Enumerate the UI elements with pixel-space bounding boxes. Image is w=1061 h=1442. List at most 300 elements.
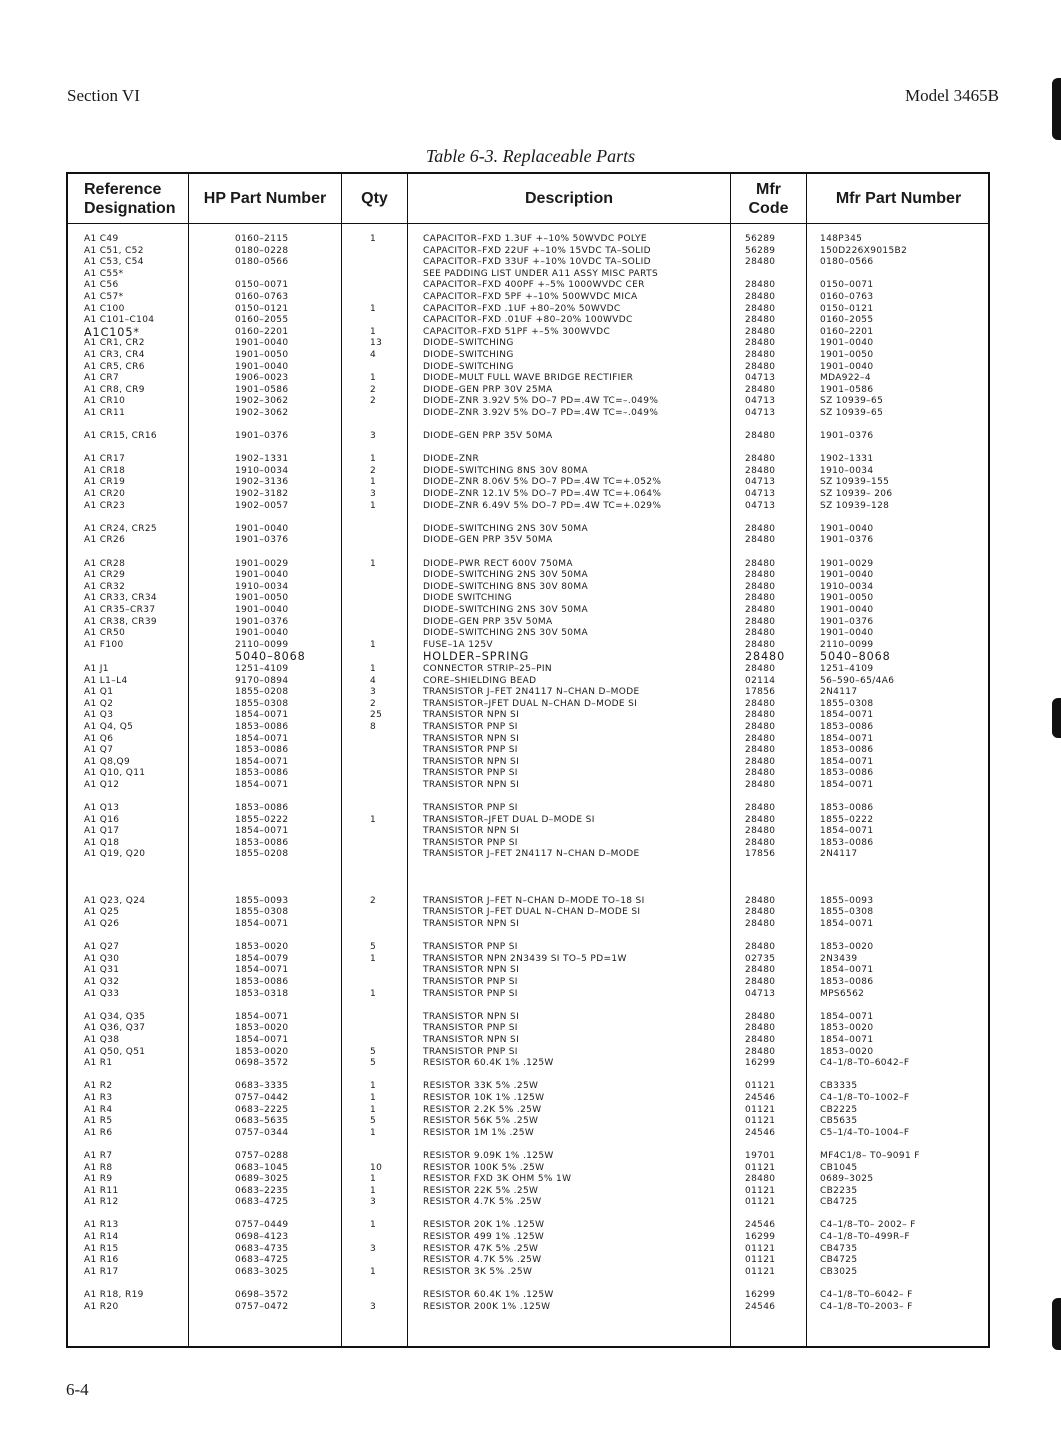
table-row — [68, 919, 988, 931]
hp-part-number: 0160–2201 — [235, 326, 289, 337]
ref-designation: A1 Q34, Q35 — [84, 1011, 146, 1022]
quantity: 1 — [370, 477, 377, 488]
description: RESISTOR 3K 5% .25W — [423, 1266, 533, 1277]
description: DIODE–GEN PRP 35V 50MA — [423, 616, 553, 627]
mfr-code: 28480 — [745, 698, 776, 709]
ref-designation: A1 F100 — [84, 639, 124, 650]
mfr-code: 28480 — [745, 616, 776, 627]
table-row — [68, 734, 988, 746]
hp-part-number: 0160–2115 — [235, 234, 289, 244]
ref-designation: A1 Q16 — [84, 814, 120, 825]
table-row — [68, 582, 988, 594]
hp-part-number: 1855–0308 — [235, 907, 289, 918]
description: RESISTOR 60.4K 1% .125W — [423, 1058, 554, 1069]
description: DIODE–MULT FULL WAVE BRIDGE RECTIFIER — [423, 373, 634, 384]
mfr-code: 02114 — [745, 675, 776, 686]
quantity: 1 — [370, 1266, 377, 1277]
mfr-code: 16299 — [745, 1232, 776, 1243]
hp-part-number: 0689–3025 — [235, 1174, 289, 1185]
mfr-part-number: SZ 10939–155 — [820, 477, 890, 488]
table-row — [68, 489, 988, 501]
table-row — [68, 1232, 988, 1244]
quantity: 5 — [370, 1046, 377, 1057]
mfr-code: 28480 — [745, 523, 776, 534]
hp-part-number: 0683–2225 — [235, 1104, 289, 1115]
mfr-code: 01121 — [745, 1197, 776, 1208]
hp-part-number: 1854–0071 — [235, 733, 289, 744]
hp-part-number: 1910–0034 — [235, 581, 289, 592]
description: DIODE SWITCHING — [423, 593, 513, 604]
mfr-code: 04713 — [745, 477, 776, 488]
mfr-code: 04713 — [745, 489, 776, 500]
hp-part-number: 0683–3335 — [235, 1081, 289, 1092]
table-row — [68, 524, 988, 536]
description: TRANSISTOR NPN SI — [423, 826, 520, 837]
table-caption: Table 6-3. Replaceable Parts — [425, 146, 636, 166]
quantity: 4 — [370, 349, 377, 360]
mfr-code: 01121 — [745, 1104, 776, 1115]
hp-part-number: 1901–0029 — [235, 558, 289, 569]
table-row — [68, 896, 988, 908]
ref-designation: A1 C53, C54 — [84, 257, 144, 268]
table-row — [68, 699, 988, 711]
hp-part-number: 1853–0020 — [235, 1023, 289, 1034]
mfr-part-number: MF4C1/8– T0–9091 F — [820, 1150, 920, 1161]
description: DIODE–SWITCHING 2NS 30V 50MA — [423, 605, 588, 615]
mfr-part-number: C4–1/8–T0–6042– F — [820, 1290, 913, 1301]
description: TRANSISTOR NPN SI — [423, 733, 520, 744]
description: DIODE–GEN PRP 30V 25MA — [423, 384, 553, 395]
ref-designation: A1 Q3 — [84, 710, 114, 721]
mfr-part-number: 1855–0308 — [820, 698, 874, 709]
ref-designation: A1 Q26 — [84, 919, 120, 930]
mfr-code: 19701 — [745, 1150, 776, 1161]
mfr-code: 04713 — [745, 988, 776, 999]
quantity: 1 — [370, 639, 377, 650]
quantity: 1 — [370, 234, 377, 244]
hp-part-number: 5040–8068 — [235, 650, 306, 664]
hp-part-number: 1854–0071 — [235, 710, 289, 721]
hp-part-number: 1854–0071 — [235, 919, 289, 930]
description: RESISTOR 200K 1% .125W — [423, 1301, 551, 1312]
table-row — [68, 246, 988, 258]
mfr-code: 28480 — [745, 965, 776, 976]
mfr-part-number: 0160–2055 — [820, 315, 874, 326]
table-row — [68, 1012, 988, 1024]
hp-part-number: 1854–0071 — [235, 756, 289, 767]
table-row — [68, 1093, 988, 1105]
quantity: 1 — [370, 953, 377, 964]
hp-part-number: 0180–0228 — [235, 245, 289, 256]
mfr-code: 04713 — [745, 500, 776, 511]
hp-part-number: 1906–0023 — [235, 373, 289, 384]
description: DIODE–ZNR 6.49V 5% DO–7 PD=.4W TC=+.029% — [423, 500, 662, 511]
mfr-part-number: 1855–0093 — [820, 895, 874, 906]
description: RESISTOR 22K 5% .25W — [423, 1185, 539, 1196]
mfr-part-number: 1855–0308 — [820, 907, 874, 918]
mfr-code: 28480 — [745, 756, 776, 767]
table-row — [68, 745, 988, 757]
mfr-code: 28480 — [745, 558, 776, 569]
mfr-code: 28480 — [745, 919, 776, 930]
mfr-part-number: 0689–3025 — [820, 1174, 874, 1185]
hp-part-number: 0757–0344 — [235, 1127, 289, 1138]
mfr-part-number: 1901–0040 — [820, 628, 874, 639]
mfr-code: 28480 — [745, 431, 776, 442]
description: DIODE–PWR RECT 600V 750MA — [423, 558, 573, 569]
hp-part-number: 1901–0040 — [235, 361, 289, 372]
mfr-part-number: C4–1/8–T0–499R–F — [820, 1232, 910, 1243]
table-row — [68, 1151, 988, 1163]
mfr-part-number: 0150–0071 — [820, 280, 874, 291]
ref-designation: A1 R3 — [84, 1092, 113, 1103]
mfr-code: 04713 — [745, 396, 776, 407]
description: TRANSISTOR J–FET 2N4117 N–CHAN D–MODE — [423, 687, 640, 698]
mfr-code: 28480 — [745, 257, 776, 268]
quantity: 1 — [370, 663, 377, 674]
hp-part-number: 0683–1045 — [235, 1162, 289, 1173]
mfr-code: 28480 — [745, 895, 776, 906]
description: RESISTOR 4.7K 5% .25W — [423, 1255, 542, 1266]
description: RESISTOR 100K 5% .25W — [423, 1162, 545, 1173]
mfr-part-number: 1902–1331 — [820, 454, 874, 465]
hp-part-number: 1854–0071 — [235, 779, 289, 790]
hp-part-number: 1902–0057 — [235, 500, 289, 511]
quantity: 8 — [370, 721, 377, 732]
ref-designation: A1 R7 — [84, 1150, 113, 1161]
table-row — [68, 315, 988, 327]
mfr-part-number: 1901–0040 — [820, 338, 874, 349]
mfr-part-number: 1855–0222 — [820, 814, 874, 825]
table-row — [68, 849, 988, 861]
ref-designation: A1 CR29 — [84, 570, 126, 581]
hp-part-number: 1901–0050 — [235, 349, 289, 360]
table-row — [68, 501, 988, 513]
ref-designation: A1 Q30 — [84, 953, 120, 964]
hp-part-number: 1853–0086 — [235, 721, 289, 732]
description: RESISTOR 33K 5% .25W — [423, 1081, 539, 1092]
ref-designation: A1 R12 — [84, 1197, 119, 1208]
mfr-part-number: 1901–0376 — [820, 616, 874, 627]
mfr-code: 28480 — [745, 745, 776, 756]
quantity: 10 — [370, 1162, 383, 1173]
ref-designation: A1 Q4, Q5 — [84, 721, 134, 732]
mfr-code: 02735 — [745, 953, 776, 964]
hp-part-number: 0683–3025 — [235, 1266, 289, 1277]
table-row — [68, 466, 988, 478]
description: CORE–SHIELDING BEAD — [423, 675, 537, 686]
description: TRANSISTOR PNP SI — [423, 977, 518, 988]
ref-designation: A1 CR18 — [84, 465, 126, 476]
ref-designation: A1 Q25 — [84, 907, 120, 918]
table-row — [68, 1023, 988, 1035]
ref-designation: A1 R4 — [84, 1104, 113, 1115]
ref-designation: A1 C101–C104 — [84, 315, 155, 326]
ref-designation: A1 R20 — [84, 1301, 119, 1312]
ref-designation: A1 CR11 — [84, 407, 126, 418]
mfr-code: 01121 — [745, 1266, 776, 1277]
table-row — [68, 954, 988, 966]
description: TRANSISTOR PNP SI — [423, 721, 518, 732]
quantity: 2 — [370, 465, 377, 476]
hp-part-number: 0757–0288 — [235, 1150, 289, 1161]
description: CAPACITOR–FXD 400PF +–5% 1000WVDC CER — [423, 280, 645, 291]
table-row — [68, 826, 988, 838]
hp-part-number: 1910–0034 — [235, 465, 289, 476]
model-label: Model 3465B — [905, 86, 999, 105]
mfr-part-number: 1901–0376 — [820, 535, 874, 546]
mfr-part-number: 1901–0040 — [820, 570, 874, 581]
hp-part-number: 1854–0071 — [235, 1034, 289, 1045]
mfr-code: 28480 — [745, 768, 776, 779]
table-row — [68, 593, 988, 605]
hp-part-number: 1901–0040 — [235, 570, 289, 581]
description: TRANSISTOR NPN SI — [423, 1011, 520, 1022]
mfr-code: 28480 — [745, 628, 776, 639]
table-row — [68, 1081, 988, 1093]
mfr-part-number: SZ 10939–65 — [820, 407, 884, 418]
mfr-part-number: 0150–0121 — [820, 303, 874, 314]
description: RESISTOR 9.09K 1% .125W — [423, 1150, 554, 1161]
ref-designation: A1 CR7 — [84, 373, 120, 384]
mfr-part-number: 1854–0071 — [820, 826, 874, 837]
ref-designation: A1 Q10, Q11 — [84, 768, 146, 779]
ref-designation: A1 Q6 — [84, 733, 114, 744]
hp-part-number: 2110–0099 — [235, 639, 289, 650]
hp-part-number: 1853–0086 — [235, 745, 289, 756]
hp-part-number: 1854–0079 — [235, 953, 289, 964]
mfr-part-number: 1853–0086 — [820, 977, 874, 988]
table-row — [68, 1302, 988, 1314]
hp-part-number: 1853–0086 — [235, 837, 289, 848]
table-row — [68, 1186, 988, 1198]
description: TRANSISTOR PNP SI — [423, 768, 518, 779]
mfr-part-number: 1854–0071 — [820, 733, 874, 744]
mfr-code: 28480 — [745, 907, 776, 918]
table-row — [68, 570, 988, 582]
ref-designation: A1 CR32 — [84, 581, 126, 592]
table-row — [68, 676, 988, 688]
mfr-code: 56289 — [745, 234, 776, 244]
ref-designation: A1 Q36, Q37 — [84, 1023, 146, 1034]
mfr-part-number: CB5635 — [820, 1116, 858, 1127]
mfr-part-number: CB2235 — [820, 1185, 858, 1196]
description: RESISTOR FXD 3K OHM 5% 1W — [423, 1174, 572, 1185]
hp-part-number: 0698–4123 — [235, 1232, 289, 1243]
mfr-code: 24546 — [745, 1301, 776, 1312]
table-row — [68, 477, 988, 489]
hp-part-number: 0757–0449 — [235, 1220, 289, 1231]
table-row — [68, 651, 988, 664]
quantity: 1 — [370, 1104, 377, 1115]
ref-designation: A1 Q27 — [84, 942, 120, 953]
ref-designation: A1 Q19, Q20 — [84, 849, 146, 860]
ref-designation: A1 C56 — [84, 280, 119, 291]
mfr-code: 28480 — [745, 581, 776, 592]
header-reference-designation: Reference Designation — [84, 180, 176, 217]
header-mfr-part-number: Mfr Part Number — [835, 190, 962, 207]
hp-part-number: 1854–0071 — [235, 826, 289, 837]
mfr-part-number: CB3335 — [820, 1081, 858, 1092]
table-row — [68, 768, 988, 780]
table-row — [68, 338, 988, 350]
mfr-part-number: C4–1/8–T0– 2002– F — [820, 1220, 916, 1231]
table-row — [68, 408, 988, 420]
ref-designation: A1 CR1, CR2 — [84, 338, 145, 349]
table-row — [68, 1197, 988, 1209]
mfr-part-number: CB3025 — [820, 1266, 858, 1277]
mfr-part-number: MPS6562 — [820, 988, 865, 999]
table-row — [68, 687, 988, 699]
table-row — [68, 942, 988, 954]
mfr-part-number: 5040–8068 — [820, 650, 891, 664]
mfr-part-number: 1901–0029 — [820, 558, 874, 569]
description: TRANSISTOR PNP SI — [423, 1023, 518, 1034]
mfr-code: 01121 — [745, 1081, 776, 1092]
ref-designation: A1 CR17 — [84, 454, 126, 465]
quantity: 1 — [370, 1092, 377, 1103]
ref-designation: A1 R8 — [84, 1162, 113, 1173]
ref-designation: A1 CR5, CR6 — [84, 361, 145, 372]
ref-designation: A1 CR33, CR34 — [84, 593, 157, 604]
hp-part-number: 1901–0040 — [235, 605, 289, 615]
description: RESISTOR 60.4K 1% .125W — [423, 1290, 554, 1301]
ref-designation: A1 R6 — [84, 1127, 113, 1138]
table-row — [68, 664, 988, 676]
description: RESISTOR 1M 1% .25W — [423, 1127, 535, 1138]
hp-part-number: 1855–0208 — [235, 687, 289, 698]
description: TRANSISTOR–JFET DUAL D–MODE SI — [423, 814, 595, 825]
mfr-part-number: 1901–0050 — [820, 593, 874, 604]
mfr-part-number: C4–1/8–T0–2003– F — [820, 1301, 913, 1312]
description: TRANSISTOR NPN SI — [423, 756, 520, 767]
quantity: 3 — [370, 1243, 377, 1254]
ref-designation: A1 R11 — [84, 1185, 119, 1196]
hp-part-number: 1853–0086 — [235, 977, 289, 988]
mfr-code: 17856 — [745, 849, 776, 860]
mfr-code: 28480 — [745, 384, 776, 395]
ref-designation: A1 Q32 — [84, 977, 120, 988]
mfr-code: 28480 — [745, 814, 776, 825]
mfr-part-number: 1853–0020 — [820, 1046, 874, 1057]
ref-designation: A1 R1 — [84, 1058, 113, 1069]
hp-part-number: 1853–0020 — [235, 942, 289, 953]
description: DIODE–ZNR 3.92V 5% DO–7 PD=.4W TC=–.049% — [423, 396, 659, 407]
table-row — [68, 803, 988, 815]
hp-part-number: 1855–0308 — [235, 698, 289, 709]
binder-tab — [1052, 1298, 1061, 1350]
description: TRANSISTOR NPN SI — [423, 779, 520, 790]
mfr-part-number: 1853–0086 — [820, 803, 874, 814]
description: TRANSISTOR PNP SI — [423, 988, 518, 999]
mfr-code: 04713 — [745, 373, 776, 384]
description: RESISTOR 4.7K 5% .25W — [423, 1197, 542, 1208]
ref-designation: A1 CR10 — [84, 396, 126, 407]
mfr-part-number: MDA922–4 — [820, 373, 871, 384]
ref-designation: A1 Q13 — [84, 803, 120, 814]
description: TRANSISTOR–JFET DUAL N–CHAN D–MODE SI — [423, 698, 638, 709]
mfr-part-number: SZ 10939–128 — [820, 500, 890, 511]
quantity: 1 — [370, 1174, 377, 1185]
mfr-part-number: 1901–0040 — [820, 523, 874, 534]
ref-designation: A1 R5 — [84, 1116, 113, 1127]
quantity: 1 — [370, 988, 377, 999]
description: DIODE–SWITCHING — [423, 349, 514, 360]
mfr-code: 28480 — [745, 710, 776, 721]
table-row — [68, 1105, 988, 1117]
binder-tab — [1052, 698, 1061, 738]
mfr-code: 28480 — [745, 535, 776, 546]
table-row — [68, 617, 988, 629]
description: TRANSISTOR PNP SI — [423, 942, 518, 953]
table-row — [68, 710, 988, 722]
quantity: 3 — [370, 431, 377, 442]
table-row — [68, 1244, 988, 1256]
hp-part-number: 1853–0086 — [235, 803, 289, 814]
mfr-code: 28480 — [745, 593, 776, 604]
quantity: 1 — [370, 1220, 377, 1231]
ref-designation: A1C105* — [84, 325, 140, 339]
hp-part-number: 0180–0566 — [235, 257, 289, 268]
mfr-code: 24546 — [745, 1092, 776, 1103]
quantity: 1 — [370, 1185, 377, 1196]
description: TRANSISTOR NPN SI — [423, 965, 520, 976]
table-row — [68, 327, 988, 339]
description: DIODE–ZNR 8.06V 5% DO–7 PD=.4W TC=+.052% — [423, 477, 662, 488]
description: TRANSISTOR NPN SI — [423, 1034, 520, 1045]
description: DIODE–GEN PRP 35V 50MA — [423, 535, 553, 546]
mfr-code: 28480 — [745, 733, 776, 744]
ref-designation: A1 R2 — [84, 1081, 113, 1092]
mfr-part-number: 1901–0050 — [820, 349, 874, 360]
hp-part-number: 1855–0222 — [235, 814, 289, 825]
quantity: 1 — [370, 326, 377, 337]
mfr-part-number: CB1045 — [820, 1162, 858, 1173]
description: DIODE–SWITCHING — [423, 361, 514, 372]
hp-part-number: 1901–0040 — [235, 338, 289, 349]
hp-part-number: 1902–3182 — [235, 489, 289, 500]
mfr-code: 28480 — [745, 942, 776, 953]
quantity: 3 — [370, 1301, 377, 1312]
ref-designation: A1 C57* — [84, 291, 124, 302]
hp-part-number: 0757–0442 — [235, 1092, 289, 1103]
quantity: 1 — [370, 558, 377, 569]
mfr-code: 16299 — [745, 1290, 776, 1301]
hp-part-number: 1901–0376 — [235, 535, 289, 546]
hp-part-number: 1901–0376 — [235, 616, 289, 627]
description: TRANSISTOR J–FET DUAL N–CHAN D–MODE SI — [423, 907, 641, 918]
mfr-code: 28480 — [745, 977, 776, 988]
ref-designation: A1 CR38, CR39 — [84, 616, 157, 627]
ref-designation: A1 C49 — [84, 234, 119, 244]
hp-part-number: 0698–3572 — [235, 1290, 289, 1301]
mfr-part-number: 150D226X9015B2 — [820, 245, 908, 256]
description: RESISTOR 10K 1% .125W — [423, 1092, 545, 1103]
mfr-code: 28480 — [745, 454, 776, 465]
ref-designation: A1 C51, C52 — [84, 245, 144, 256]
hp-part-number: 0683–4725 — [235, 1197, 289, 1208]
description: HOLDER–SPRING — [423, 650, 530, 664]
description: RESISTOR 56K 5% .25W — [423, 1116, 539, 1127]
table-row — [68, 989, 988, 1001]
table-row — [68, 722, 988, 734]
hp-part-number: 1855–0208 — [235, 849, 289, 860]
mfr-part-number: C5–1/4–T0–1004–F — [820, 1127, 910, 1138]
description: DIODE–ZNR 12.1V 5% DO–7 PD=.4W TC=+.064% — [423, 489, 662, 500]
mfr-part-number: 2N4117 — [820, 849, 858, 860]
mfr-part-number: 1854–0071 — [820, 710, 874, 721]
description: DIODE–SWITCHING 8NS 30V 80MA — [423, 581, 588, 592]
